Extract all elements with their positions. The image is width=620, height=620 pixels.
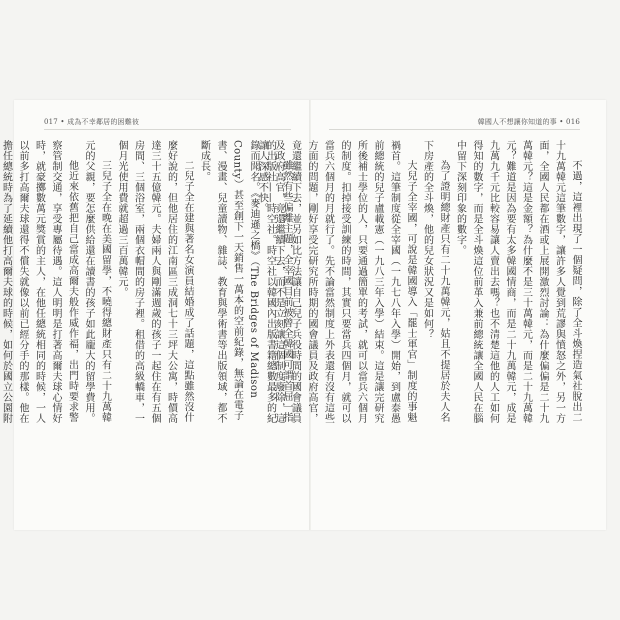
paragraph: 他近來依舊把自己當成高爾夫般作威作福，出門時要求警察管制交通，享受專屬待遇。這人明明是打著高爾夫球心情好時，就豪擲數萬元獎賞的主人，在他任總統相同的時候，一人以前多打高爾夫球還得不償失就像以前已經分手的那樣。他在擔任總統時為了延續他打高爾夫球的時候，如何於國立公園附 <box>0 140 78 424</box>
paragraph: 三兒子全在晚在美國留學，不曉得總財產只有二十九萬韓元的父親，要怎麼供給還在讀書的孩子如此龐大的留學費用。 <box>83 140 111 424</box>
book-spread <box>0 100 606 530</box>
right-page-header: 韓國人不想讓你知道的事 • 016 <box>477 118 580 126</box>
left-page-header: 017 • 成為不幸鄰居的困難彼 <box>44 118 140 126</box>
right-page <box>256 100 606 530</box>
paragraph: 為了證明總財產只有二十九萬韓元，姑且不提居於夫人名下房產的全斗煥，他的兒女狀況又是如何？ <box>421 140 449 423</box>
paragraph: 雖然有些偏離主題，全宰國目前被曾全韓國可謂首屈一指的出版社——時空社。時空社以韓國內出版書籍總數最多的紀錄而聞名。《麥迪遜之橋》（The Bridges of Madison County）甚至創下一天銷售一萬本的空前紀錄，無論在電子書、漫畫、兒童讀物、雜誌、教育與學術書等出版領域，都不斷成長。 <box>198 140 292 424</box>
right-header-rule <box>329 129 580 130</box>
left-header-rule <box>44 129 291 130</box>
right-page-body <box>256 140 583 430</box>
paragraph: 不過，這裡出現了一個疑問，除了全斗煥捏造氣社脫出二十九萬韓元這筆數字，讓許多人覺到荒謬與憤怒之外，另一方面，全國人民都在酒或上展開激烈討論：為什麼偏偏是二十九萬韓元？這是金額？為什麼不是三十萬韓元，而是二十九萬韓元？難道是因為要有太多韓國情商，而是二十九萬韓元，成是九萬九千元比較容易讓人賣出去嗎？也不清楚這他的人工如何得知的數字，而是全斗煥這位前革入兼前總統讓全國人民在腦中留下深刻印象的數字。 <box>454 140 581 424</box>
paragraph: 大兒子全宰國，可說是韓國導入「罷士軍官」制度的事魁禍首。這筆制度從全宰國（一九七八年入學）開始，到盧泰愚前總統的兒子盧載憲（一九八三年入學）結束。這是讓完研究所後補士學位的人，只要通過簡單的考試，就可以當兵六個月的制度。扣掉接受訓練的時間，其實只要當兵四個月，就可以當兵六個月的月就行了。先不論當然制度上外表還有沒有這些方面的問題，剛好享受完研究所時期的國會議員及政府高官，竟還繼續下去，並另如比方法讓自己兒子兵役時間的國會議員及政府高官，竟還繼續下去，而不是立刻讓這個制度廢除，這讓人深感不快。 <box>256 140 416 424</box>
paragraph: 二兒子全在建與著名女演員結婚成了話題，這點雖然沒什麼好說的，但他居住的江南區三成洞七十三坪大公寓，時價高達三十五億韓元。夫婦兩人與剛滿週歲的孩子一起住在有五個房間、三個浴室，兩個衣帽間的房子裡。租借的高級轎車，一個月光使用費就超過三百萬韓元。 <box>116 140 193 424</box>
